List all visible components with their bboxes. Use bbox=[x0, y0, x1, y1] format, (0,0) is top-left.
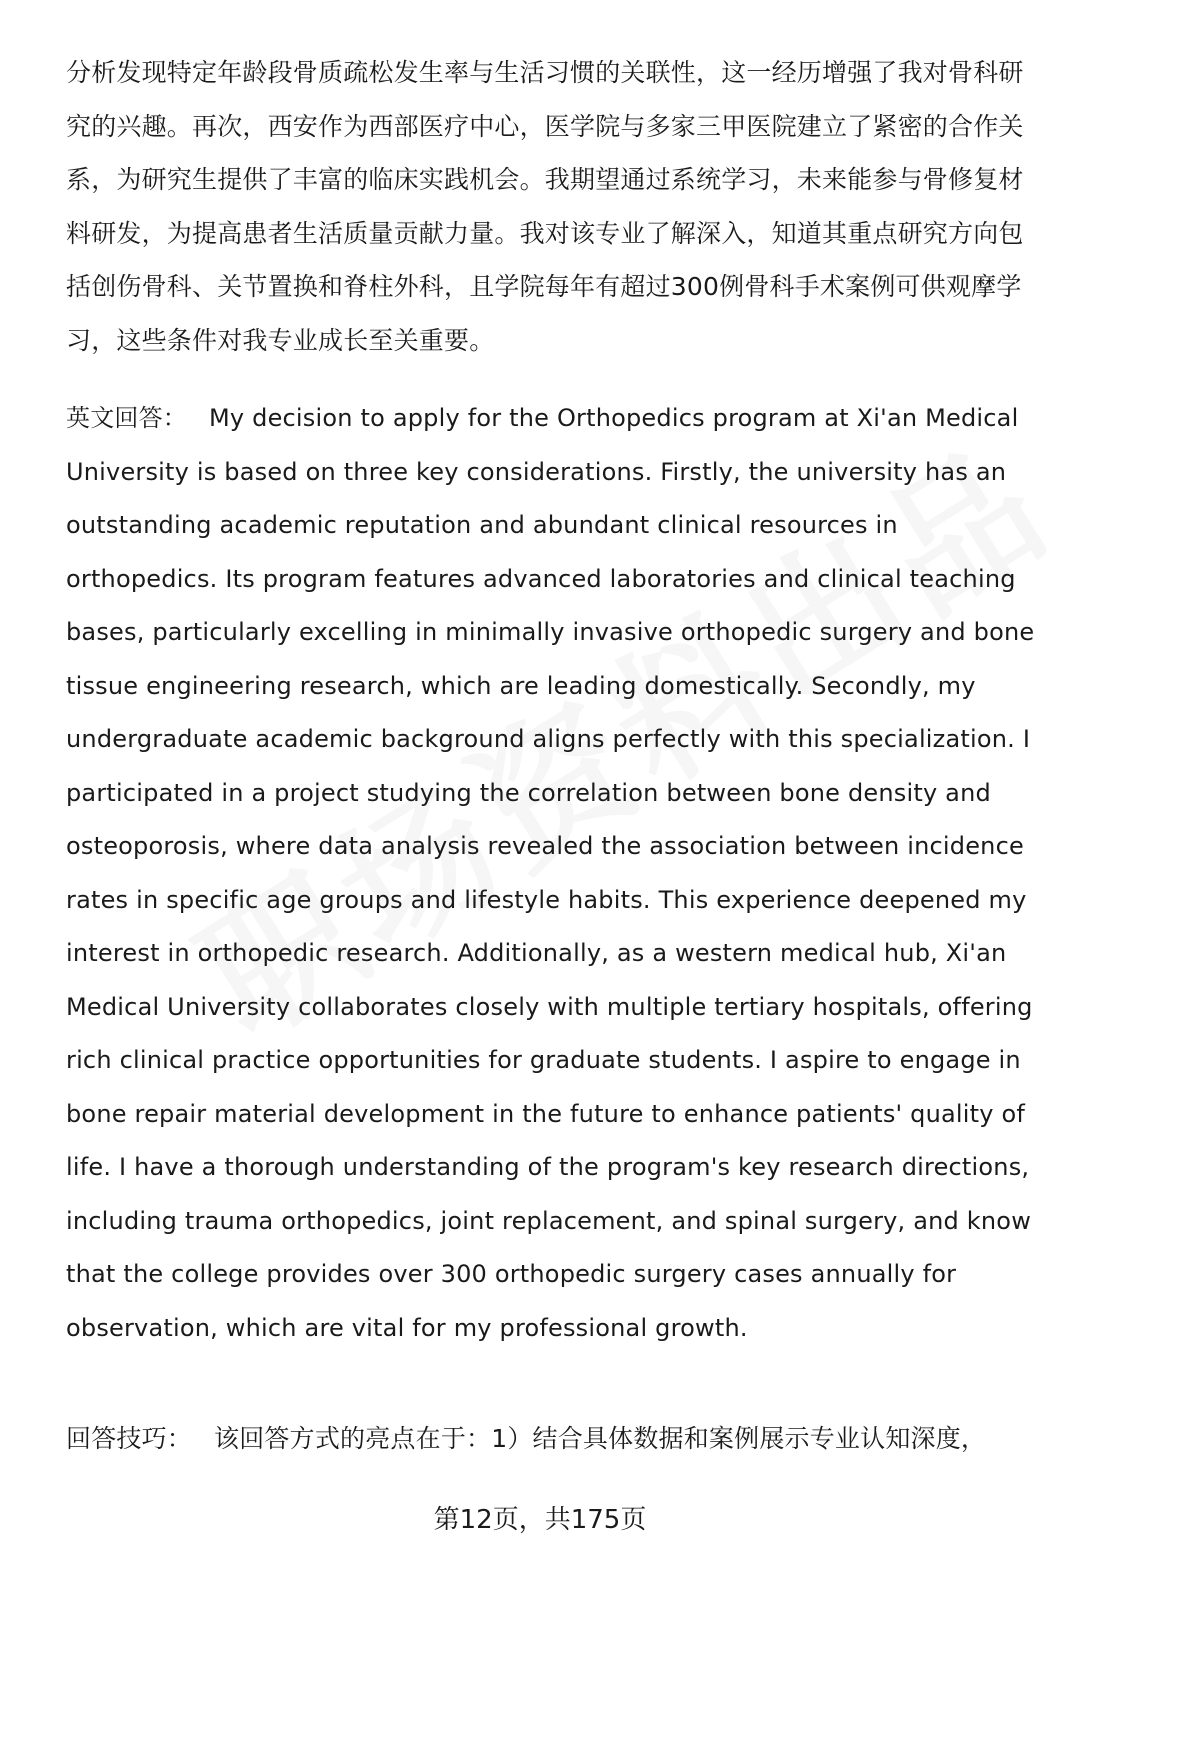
page-footer: 第12页，共175页 bbox=[433, 1505, 647, 1535]
english-answer-label: 英文回答： bbox=[66, 404, 187, 432]
english-answer-text: My decision to apply for the Orthopedics program at Xi'an Medical University is based on three key considerations. Firstly, the university has an outstanding academic reputation and abundant clinical resources in orthopedics. Its program features advanced laboratories and clinical teaching bases, particularly excelling in minimally invasive orthopedic surgery and bone tissue engineering research, which are leading domestically. Secondly, my undergraduate academic background aligns perfectly with this specialization. I participated in a project studying the correlation between bone density and osteoporosis, where data analysis revealed the association between incidence rates in specific age groups and lifestyle habits. This experience deepened my interest in orthopedic research. Additionally, as a western medical hub, Xi'an Medical University collaborates closely with multiple tertiary hospitals, offering rich clinical practice opportunities for graduate students. I aspire to engage in bone repair material development in the future to enhance patients' quality of life. I have a thorough understanding of the program's key research directions, including trauma orthopedics, joint replacement, and spinal surgery, and know that the college provides over 300 orthopedic surgery cases annually for observation, which are vital for my professional growth. bbox=[66, 404, 1035, 1342]
paragraph-chinese: 分析发现特定年龄段骨质疏松发生率与生活习惯的关联性，这一经历增强了我对骨科研究的兴趣。再次，西安作为西部医疗中心，医学院与多家三甲医院建立了紧密的合作关系，为研究生提供了丰富的临床实践机会。我期望通过系统学习，未来能参与骨修复材料研发，为提高患者生活质量贡献力量。我对该专业了解深入，知道其重点研究方向包括创伤骨科、关节置换和脊柱外科，且学院每年有超过300例骨科手术案例可供观摩学习，这些条件对我专业成长至关重要。 bbox=[66, 58, 1024, 355]
paragraph-tips bbox=[66, 1412, 1036, 1466]
paragraph-english-answer bbox=[66, 392, 1036, 1355]
tips-label: 回答技巧： bbox=[66, 1424, 193, 1453]
tips-text: 该回答方式的亮点在于：1）结合具体数据和案例展示专业认知深度， bbox=[214, 1424, 987, 1453]
